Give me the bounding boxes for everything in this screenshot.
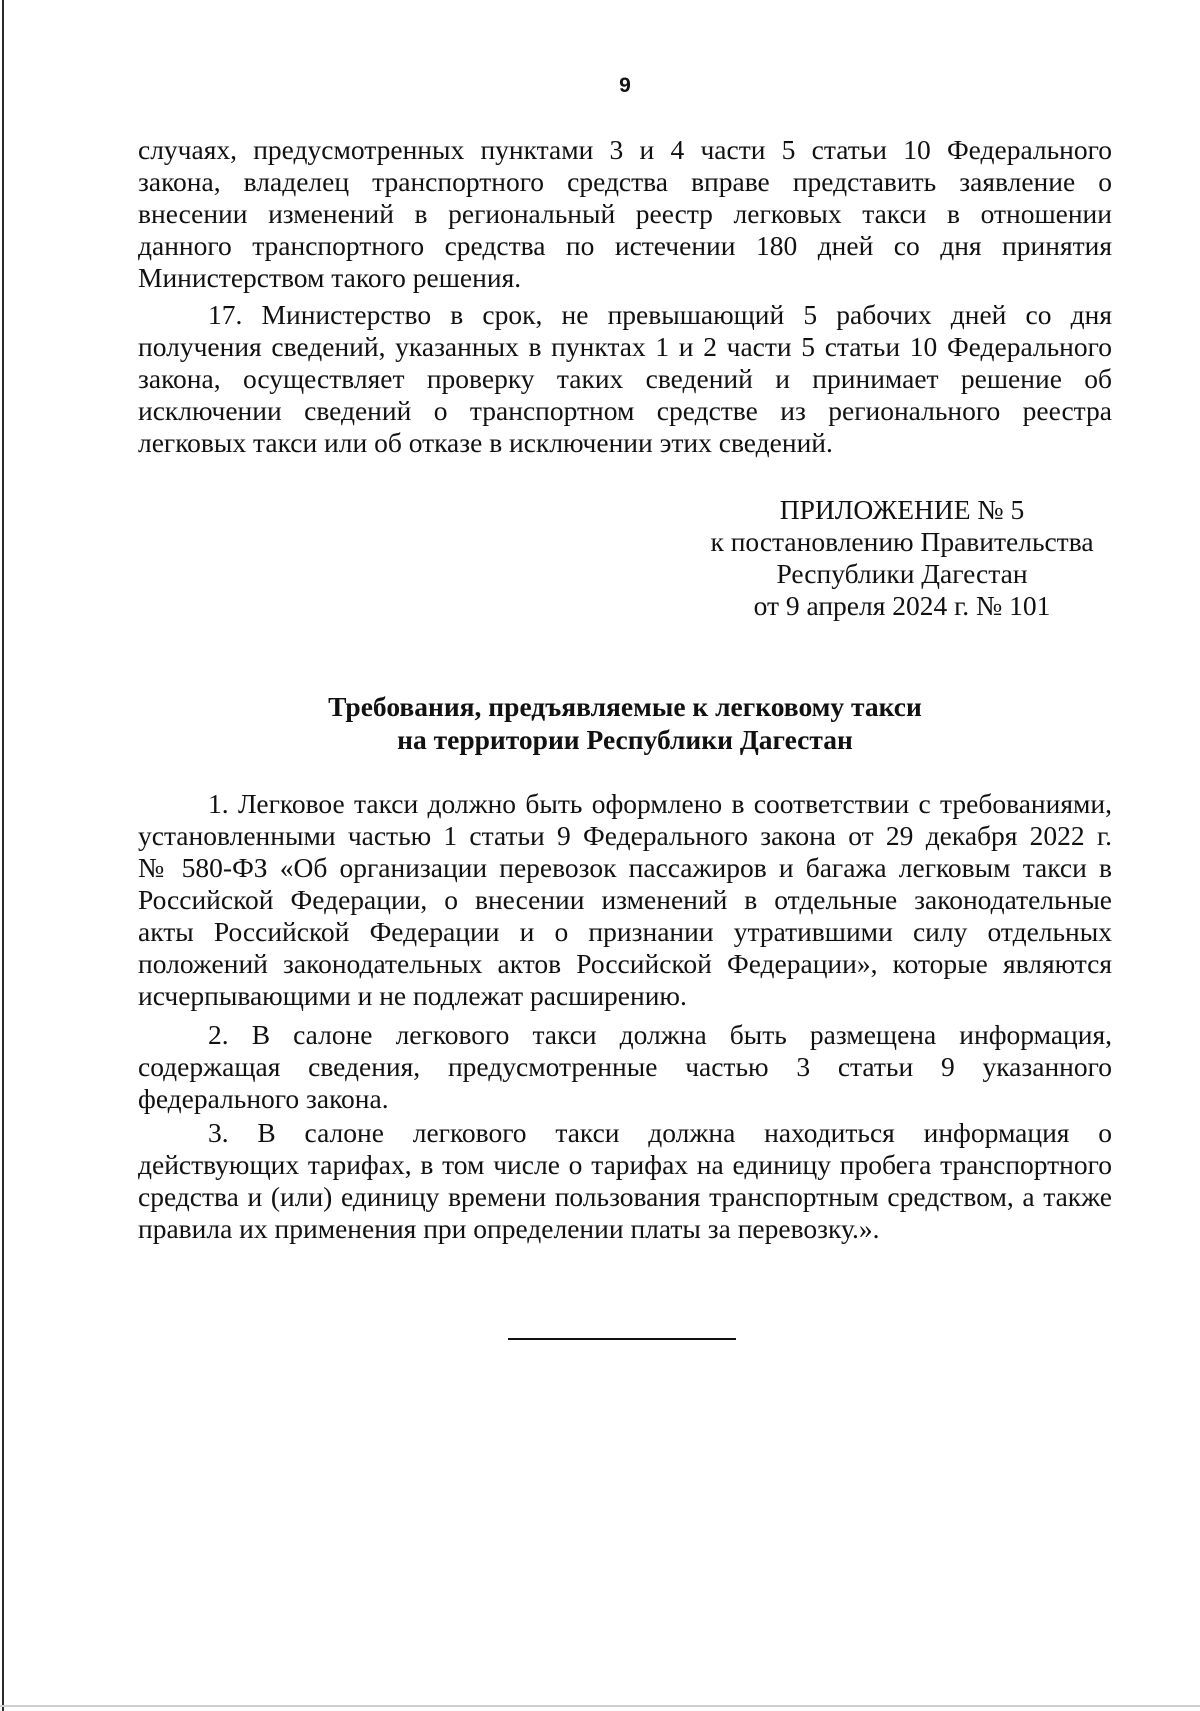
text-line: действующих тарифах, в том числе о тарифах на единицу пробега транспортного: [138, 1149, 1112, 1180]
text-line: содержащая сведения, предусмотренные частью 3 статьи 9 указанного: [138, 1051, 1112, 1082]
text-line: исключении сведений о транспортном средстве из регионального реестра: [138, 395, 1112, 426]
text-line: закона, владелец транспортного средства вправе представить заявление о: [138, 166, 1112, 197]
document-title: [0, 690, 1200, 756]
text-line: данного транспортного средства по истечении 180 дней со дня принятия: [138, 230, 1112, 261]
requirement-3: [138, 1117, 1112, 1245]
text-line: 3. В салоне легкового такси должна находиться информация о: [208, 1117, 1112, 1148]
text-line: исчерпывающими и не подлежат расширению.: [138, 980, 687, 1011]
requirement-1: [138, 788, 1112, 1012]
appendix-date: от 9 апреля 2024 г. № 101: [753, 590, 1051, 621]
end-of-document-rule: [508, 1338, 736, 1340]
text-line: Российской Федерации, о внесении изменений в отдельные законодательные: [138, 884, 1112, 915]
text-line: случаях, предусмотренных пунктами 3 и 4 части 5 статьи 10 Федерального: [138, 134, 1112, 165]
text-line: положений законодательных актов Российской Федерации», которые являются: [138, 948, 1112, 979]
page-number: 9: [619, 74, 631, 97]
text-line: 17. Министерство в срок, не превышающий 5 рабочих дней со дня: [208, 299, 1112, 330]
requirement-2: [138, 1019, 1112, 1115]
text-line: получения сведений, указанных в пунктах 1 и 2 части 5 статьи 10 Федерального: [138, 331, 1112, 362]
text-line: 2. В салоне легкового такси должна быть размещена информация,: [208, 1019, 1112, 1050]
text-line: легковых такси или об отказе в исключении этих сведений.: [138, 427, 833, 458]
text-line: средства и (или) единицу времени пользования транспортным средством, а также: [138, 1181, 1112, 1212]
text-line: внесении изменений в региональный реестр легковых такси в отношении: [138, 198, 1112, 229]
text-line: установленными частью 1 статьи 9 Федерального закона от 29 декабря 2022 г.: [138, 820, 1112, 851]
text-line: федерального закона.: [138, 1083, 389, 1114]
scan-bottom-line: [0, 1705, 1200, 1707]
appendix-header: [692, 494, 1112, 622]
paragraph-16-continuation: [138, 134, 1112, 294]
text-line: правила их применения при определении платы за перевозку.».: [138, 1213, 880, 1244]
paragraph-17: [138, 299, 1112, 459]
text-line: закона, осуществляет проверку таких сведений и принимает решение об: [138, 363, 1112, 394]
text-line: № 580-ФЗ «Об организации перевозок пассажиров и багажа легковым такси в: [138, 852, 1112, 883]
text-line: Министерством такого решения.: [138, 262, 522, 293]
appendix-line: Республики Дагестан: [776, 558, 1028, 589]
document-title-line: Требования, предъявляемые к легковому такси: [328, 691, 922, 722]
text-line: 1. Легковое такси должно быть оформлено в соответствии с требованиями,: [208, 788, 1112, 819]
text-line: акты Российской Федерации и о признании утратившими силу отдельных: [138, 916, 1112, 947]
scan-edge-line: [2, 0, 4, 1711]
appendix-title: ПРИЛОЖЕНИЕ № 5: [779, 494, 1025, 525]
appendix-line: к постановлению Правительства: [710, 526, 1094, 557]
document-title-line: на территории Республики Дагестан: [397, 724, 853, 755]
